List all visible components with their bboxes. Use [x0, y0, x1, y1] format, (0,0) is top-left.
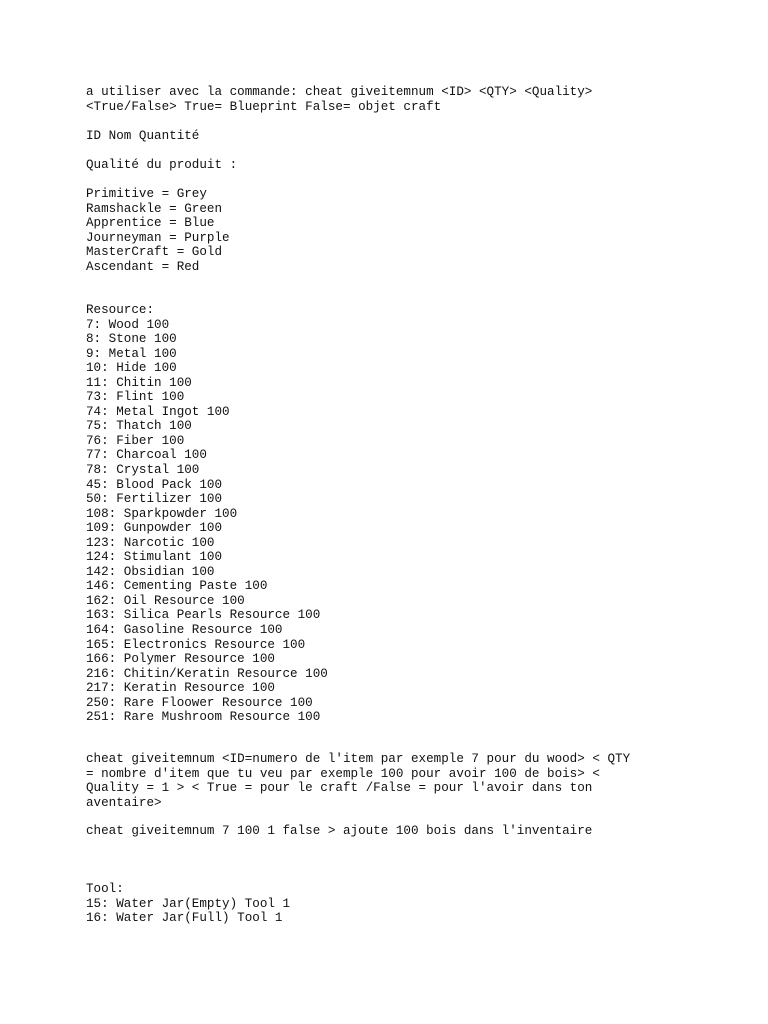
resource-item: 146: Cementing Paste 100 — [86, 579, 268, 594]
tool-title: Tool: — [86, 882, 124, 896]
resource-item: 124: Stimulant 100 — [86, 550, 223, 565]
quality-level: MasterCraft = Gold — [86, 245, 223, 260]
explanation-line: Quality = 1 > < True = pour le craft /False = pour l'avoir dans ton — [86, 781, 593, 796]
quality-title-text: Qualité du produit : — [86, 158, 238, 172]
tool-section — [86, 882, 686, 926]
intro-line: a utiliser avec la commande: cheat giveitemnum <ID> <QTY> <Quality> — [86, 85, 593, 99]
resource-item: 251: Rare Mushroom Resource 100 — [86, 710, 321, 725]
resource-item: 45: Blood Pack 100 — [86, 477, 223, 492]
resource-item: 250: Rare Floower Resource 100 — [86, 695, 313, 710]
id-header — [86, 129, 686, 144]
quality-level: Ascendant = Red — [86, 259, 200, 274]
quality-level: Apprentice = Blue — [86, 216, 215, 231]
resource-item: 50: Fertilizer 100 — [86, 492, 223, 507]
resource-item: 8: Stone 100 — [86, 332, 177, 347]
resource-title: Resource: — [86, 303, 155, 317]
resource-item: 76: Fiber 100 — [86, 433, 185, 448]
resource-item: 9: Metal 100 — [86, 346, 177, 361]
quality-level: Journeyman = Purple — [86, 230, 230, 245]
resource-item: 77: Charcoal 100 — [86, 448, 207, 463]
quality-level: Primitive = Grey — [86, 187, 207, 201]
command-explanation — [86, 752, 686, 810]
resource-item: 109: Gunpowder 100 — [86, 521, 223, 536]
resource-item: 162: Oil Resource 100 — [86, 593, 245, 608]
resource-item: 163: Silica Pearls Resource 100 — [86, 608, 321, 623]
resource-item: 142: Obsidian 100 — [86, 564, 215, 579]
resource-item: 10: Hide 100 — [86, 361, 177, 376]
resource-item: 74: Metal Ingot 100 — [86, 404, 230, 419]
resource-item: 108: Sparkpowder 100 — [86, 506, 238, 521]
resource-item: 166: Polymer Resource 100 — [86, 652, 275, 667]
resource-item: 164: Gasoline Resource 100 — [86, 623, 283, 638]
resource-item: 75: Thatch 100 — [86, 419, 192, 434]
resource-item: 165: Electronics Resource 100 — [86, 637, 306, 652]
example-text: cheat giveitemnum 7 100 1 false > ajoute 100 bois dans l'inventaire — [86, 824, 593, 838]
intro-line: <True/False> True= Blueprint False= objet craft — [86, 99, 442, 114]
tool-item: 16: Water Jar(Full) Tool 1 — [86, 911, 283, 926]
resource-item: 7: Wood 100 — [86, 317, 170, 332]
explanation-line: cheat giveitemnum <ID=numero de l'item par exemple 7 pour du wood> < QTY — [86, 752, 631, 766]
resource-item: 11: Chitin 100 — [86, 375, 192, 390]
quality-title — [86, 158, 686, 173]
resource-item: 73: Flint 100 — [86, 390, 185, 405]
resource-item: 216: Chitin/Keratin Resource 100 — [86, 666, 328, 681]
explanation-line: = nombre d'item que tu veu par exemple 100 pour avoir 100 de bois> < — [86, 766, 600, 781]
command-example — [86, 824, 686, 839]
intro-paragraph — [86, 85, 686, 114]
id-header-text: ID Nom Quantité — [86, 129, 200, 143]
resource-item: 217: Keratin Resource 100 — [86, 681, 275, 696]
resource-item: 78: Crystal 100 — [86, 463, 200, 478]
quality-level: Ramshackle = Green — [86, 201, 223, 216]
quality-list — [86, 187, 686, 274]
resource-section — [86, 303, 686, 725]
explanation-line: aventaire> — [86, 795, 162, 810]
tool-item: 15: Water Jar(Empty) Tool 1 — [86, 896, 291, 911]
resource-item: 123: Narcotic 100 — [86, 535, 215, 550]
